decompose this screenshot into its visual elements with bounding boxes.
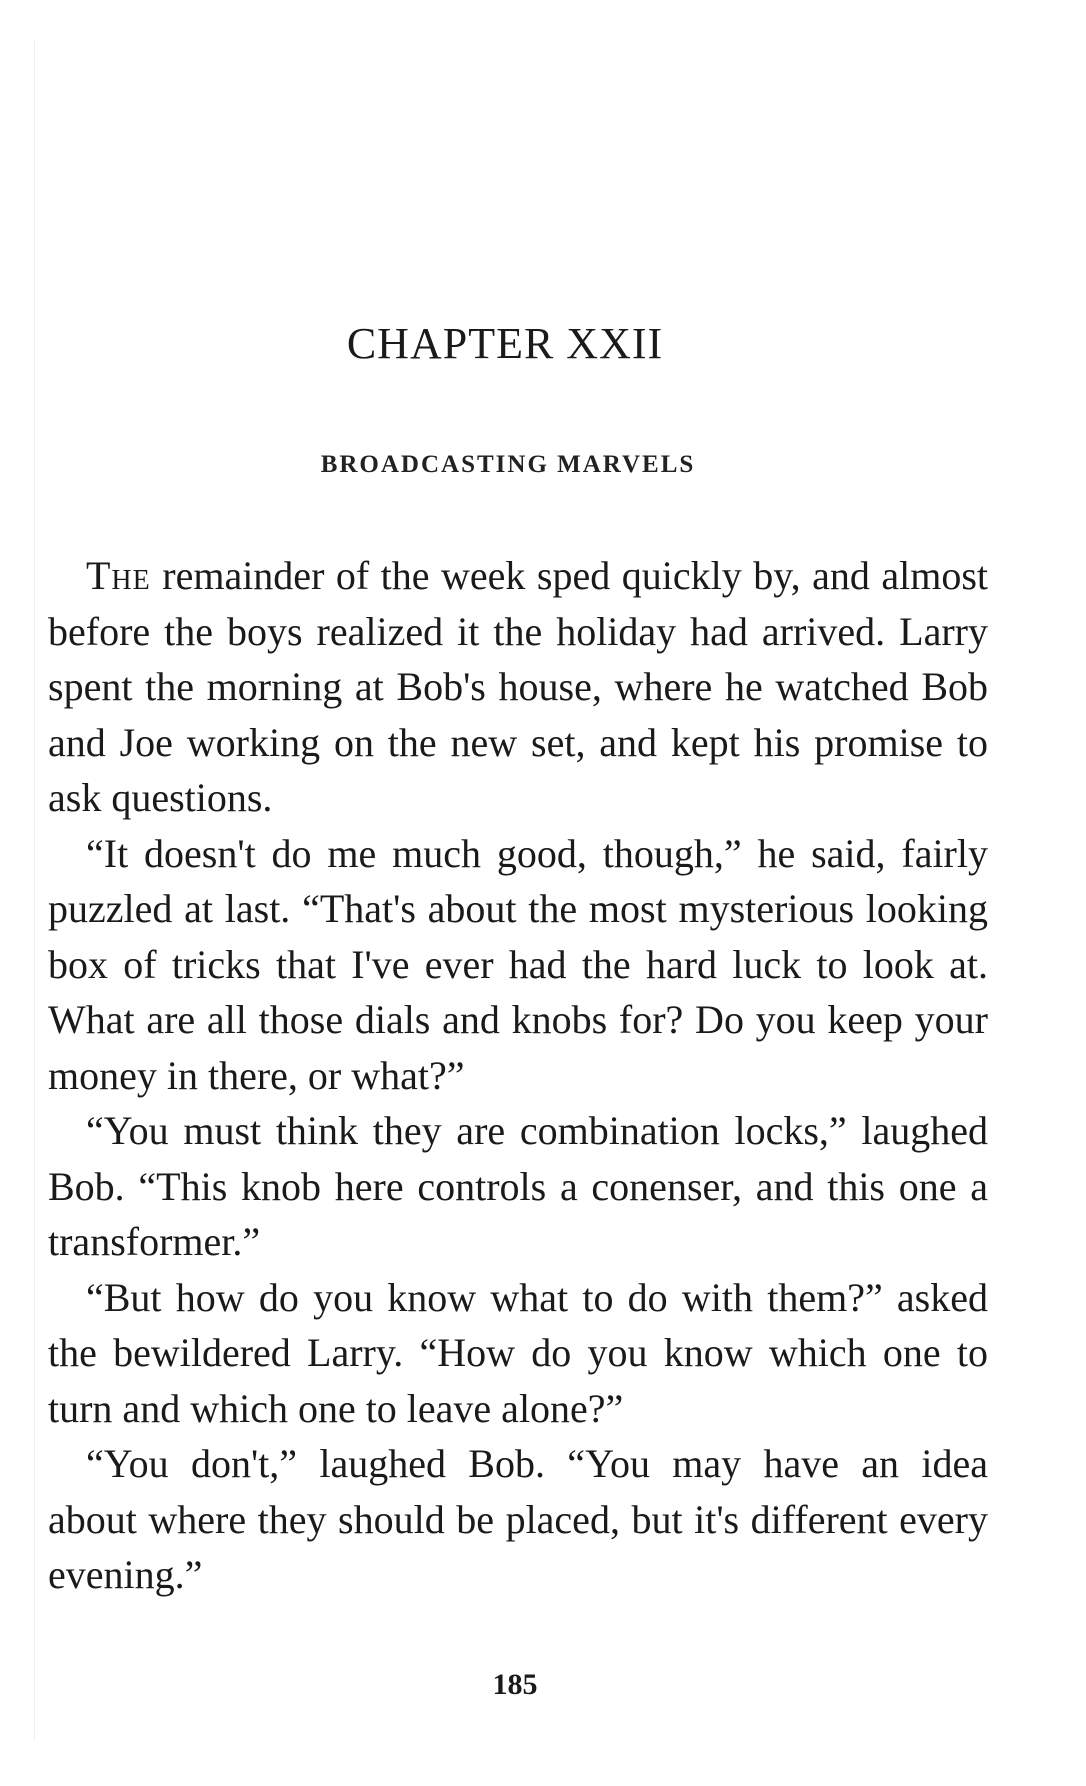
paragraph-4: [48, 1270, 988, 1437]
paragraph-text: remainder of the week sped quickly by, and almost before the boys realized it the holiday had arrived. Larry spent the morning at Bob's house, where he watched Bob and Joe working on the new set, and kept his promise to ask questions.: [48, 553, 988, 820]
body-text: [48, 548, 988, 1603]
paragraph-text: “But how do you know what to do with them?” asked the bewildered Larry. “How do you know which one to turn and which one to leave alone?”: [48, 1274, 988, 1431]
paragraph-2: [48, 826, 988, 1104]
chapter-title: CHAPTER XXII: [346, 319, 664, 368]
page-edge-line: [34, 40, 35, 1740]
paragraph-3: [48, 1103, 988, 1270]
paragraph-text: “You must think they are combination locks,” laughed Bob. “This knob here controls a conenser, and this one a transformer.”: [48, 1108, 988, 1264]
paragraph-1: [48, 548, 988, 826]
page-number: 185: [492, 1668, 538, 1701]
paragraph-5: [48, 1436, 988, 1603]
paragraph-text: “You don't,” laughed Bob. “You may have an idea about where they should be placed, but it's different every evening.”: [48, 1441, 988, 1597]
drop-lead-word: The: [86, 553, 151, 598]
paragraph-text: “It doesn't do me much good, though,” he said, fairly puzzled at last. “That's about the most mysterious looking box of tricks that I've ever had the hard luck to look at. What are all those dials and knobs for? Do you keep your money in there, or what?”: [48, 830, 988, 1098]
chapter-subtitle: BROADCASTING MARVELS: [320, 451, 696, 478]
